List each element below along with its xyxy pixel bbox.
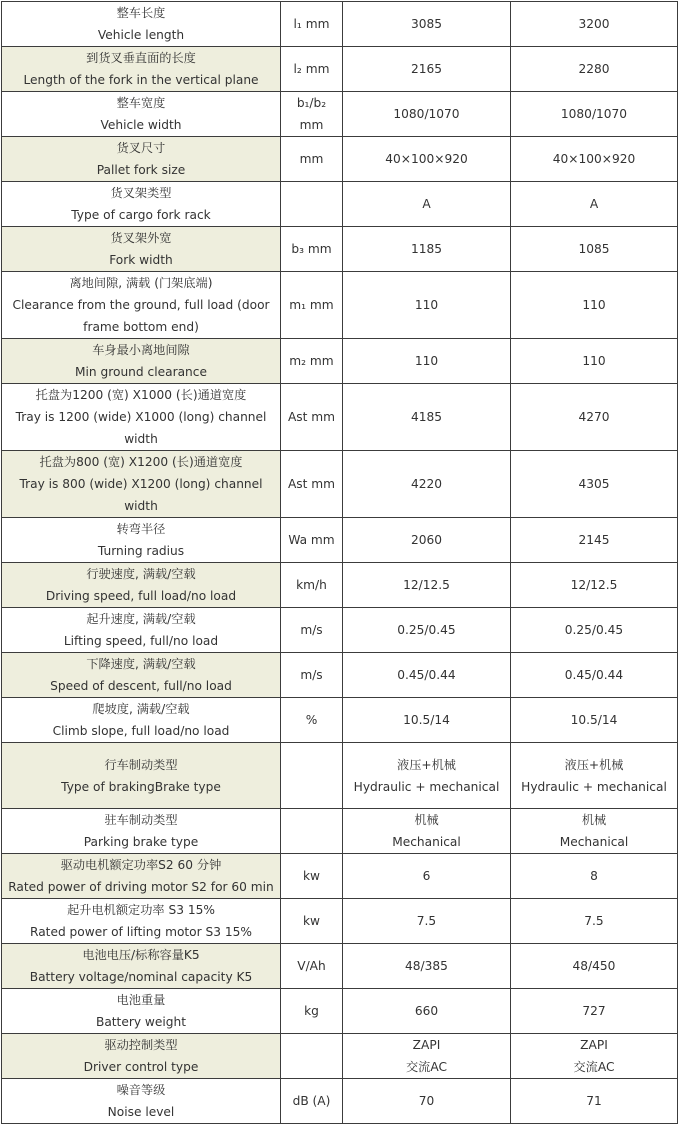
parameter-cell (2, 339, 281, 384)
unit-cell: Ast mm (281, 384, 343, 451)
value-cell-model-2: A (511, 182, 678, 227)
value-cell-model-1: 1080/1070 (343, 92, 511, 137)
value-cell-model-1: 机械 Mechanical (343, 809, 511, 854)
table-row (2, 608, 678, 653)
parameter-cell (2, 899, 281, 944)
parameter-name-zh: 驻车制动类型 (104, 813, 178, 827)
value-cell-model-2: 1080/1070 (511, 92, 678, 137)
parameter-name-zh: 货叉架外宽 (110, 231, 172, 245)
parameter-name-zh: 整车宽度 (116, 96, 166, 110)
parameter-name-en: Lifting speed, full/no load (63, 634, 219, 648)
unit-cell: b₁/b₂ mm (281, 92, 343, 137)
table-row (2, 899, 678, 944)
parameter-cell (2, 743, 281, 809)
parameter-name-en: Battery voltage/nominal capacity K5 (29, 970, 253, 984)
unit-cell: l₂ mm (281, 47, 343, 92)
table-row (2, 989, 678, 1034)
value-cell-model-2: 48/450 (511, 944, 678, 989)
unit-cell (281, 743, 343, 809)
parameter-name-en: Type of brakingBrake type (61, 779, 221, 794)
value-cell-model-2: 4270 (511, 384, 678, 451)
value-cell-model-1: 0.45/0.44 (343, 653, 511, 698)
unit-cell: mm (281, 137, 343, 182)
value-cell-model-1: 2165 (343, 47, 511, 92)
unit-cell: kw (281, 854, 343, 899)
value-cell-model-1: 70 (343, 1079, 511, 1124)
parameter-cell (2, 1034, 281, 1079)
value-cell-model-1: 4185 (343, 384, 511, 451)
value-cell-model-2: ZAPI 交流AC (511, 1034, 678, 1079)
table-row (2, 1079, 678, 1124)
parameter-cell (2, 854, 281, 899)
parameter-name-zh: 托盘为1200 (宽) X1000 (长)通道宽度 (35, 388, 247, 402)
parameter-name-zh: 托盘为800 (宽) X1200 (长)通道宽度 (39, 455, 243, 469)
value-cell-model-2: 10.5/14 (511, 698, 678, 743)
value-cell-model-1: 6 (343, 854, 511, 899)
parameter-name-zh: 噪音等级 (116, 1083, 166, 1097)
parameter-cell (2, 698, 281, 743)
parameter-name-en: Pallet fork size (96, 163, 186, 177)
table-row (2, 743, 678, 809)
parameter-name-zh: 电池电压/标称容量K5 (82, 948, 200, 962)
parameter-cell (2, 227, 281, 272)
table-row (2, 272, 678, 339)
table-row (2, 854, 678, 899)
value-cell-model-1: 4220 (343, 451, 511, 518)
unit-cell: kg (281, 989, 343, 1034)
parameter-name-en: Tray is 1200 (wide) X1000 (long) channel width (15, 410, 267, 446)
parameter-name-en: Noise level (107, 1105, 175, 1119)
unit-cell: Wa mm (281, 518, 343, 563)
value-cell-model-1: 7.5 (343, 899, 511, 944)
parameter-name-zh: 电池重量 (116, 993, 166, 1007)
value-cell-model-2: 7.5 (511, 899, 678, 944)
parameter-name-zh: 行车制动类型 (104, 757, 178, 772)
parameter-name-zh: 行驶速度, 满载/空载 (86, 567, 196, 581)
parameter-name-en: Length of the fork in the vertical plane (23, 73, 259, 87)
value-cell-model-2: 1085 (511, 227, 678, 272)
parameter-cell (2, 944, 281, 989)
parameter-name-en: Vehicle width (100, 118, 182, 132)
parameter-name-en: Turning radius (97, 544, 185, 558)
table-row (2, 92, 678, 137)
parameter-name-en: Parking brake type (83, 835, 199, 849)
unit-cell (281, 182, 343, 227)
value-cell-model-2: 0.45/0.44 (511, 653, 678, 698)
parameter-name-zh: 转弯半径 (116, 522, 166, 536)
unit-cell: dB (A) (281, 1079, 343, 1124)
parameter-name-en: Min ground clearance (75, 365, 207, 379)
parameter-cell (2, 1079, 281, 1124)
value-cell-model-2: 液压+机械 Hydraulic + mechanical (511, 743, 678, 809)
parameter-name-zh: 起升电机额定功率 S3 15% (67, 903, 215, 917)
table-row (2, 809, 678, 854)
parameter-name-en: Driving speed, full load/no load (45, 589, 237, 603)
parameter-name-zh: 爬坡度, 满载/空载 (92, 702, 190, 716)
table-row (2, 698, 678, 743)
value-cell-model-1: 10.5/14 (343, 698, 511, 743)
value-cell-model-2: 40×100×920 (511, 137, 678, 182)
parameter-cell (2, 809, 281, 854)
parameter-cell (2, 137, 281, 182)
parameter-name-zh: 车身最小离地间隙 (92, 343, 190, 357)
value-cell-model-1: 40×100×920 (343, 137, 511, 182)
table-row (2, 339, 678, 384)
spec-table (1, 1, 678, 1124)
value-cell-model-2: 4305 (511, 451, 678, 518)
table-row (2, 137, 678, 182)
unit-cell: m/s (281, 608, 343, 653)
value-cell-model-1: A (343, 182, 511, 227)
value-cell-model-1: 110 (343, 272, 511, 339)
table-row (2, 653, 678, 698)
parameter-name-en: Fork width (109, 253, 173, 267)
value-cell-model-2: 2145 (511, 518, 678, 563)
value-cell-model-1: 1185 (343, 227, 511, 272)
parameter-cell (2, 92, 281, 137)
parameter-cell (2, 182, 281, 227)
parameter-name-zh: 起升速度, 满载/空载 (86, 612, 196, 626)
table-row (2, 2, 678, 47)
unit-cell: b₃ mm (281, 227, 343, 272)
table-row (2, 451, 678, 518)
table-row (2, 563, 678, 608)
parameter-cell (2, 653, 281, 698)
unit-cell (281, 809, 343, 854)
parameter-cell (2, 989, 281, 1034)
value-cell-model-2: 0.25/0.45 (511, 608, 678, 653)
value-cell-model-1: 660 (343, 989, 511, 1034)
parameter-name-en: Driver control type (83, 1060, 199, 1074)
value-cell-model-2: 727 (511, 989, 678, 1034)
value-cell-model-1: 3085 (343, 2, 511, 47)
parameter-name-en: Type of cargo fork rack (71, 208, 211, 222)
unit-cell: Ast mm (281, 451, 343, 518)
value-cell-model-1: 12/12.5 (343, 563, 511, 608)
parameter-name-en: Rated power of driving motor S2 for 60 min (8, 880, 274, 894)
value-cell-model-1: 液压+机械 Hydraulic + mechanical (343, 743, 511, 809)
spec-table-body (2, 2, 678, 1124)
table-row (2, 944, 678, 989)
value-cell-model-1: 0.25/0.45 (343, 608, 511, 653)
table-row (2, 384, 678, 451)
parameter-cell (2, 2, 281, 47)
parameter-cell (2, 451, 281, 518)
parameter-name-zh: 货叉架类型 (110, 186, 172, 200)
value-cell-model-2: 71 (511, 1079, 678, 1124)
parameter-name-zh: 下降速度, 满载/空载 (86, 657, 196, 671)
parameter-cell (2, 272, 281, 339)
parameter-name-en: Speed of descent, full/no load (50, 679, 232, 693)
unit-cell: m/s (281, 653, 343, 698)
parameter-cell (2, 47, 281, 92)
table-row (2, 518, 678, 563)
unit-cell: km/h (281, 563, 343, 608)
value-cell-model-1: 48/385 (343, 944, 511, 989)
value-cell-model-2: 机械 Mechanical (511, 809, 678, 854)
unit-cell: l₁ mm (281, 2, 343, 47)
value-cell-model-2: 3200 (511, 2, 678, 47)
value-cell-model-1: 110 (343, 339, 511, 384)
parameter-name-en: Rated power of lifting motor S3 15% (30, 925, 252, 939)
value-cell-model-2: 8 (511, 854, 678, 899)
parameter-cell (2, 384, 281, 451)
parameter-name-en: Climb slope, full load/no load (52, 724, 230, 738)
parameter-name-zh: 货叉尺寸 (116, 141, 166, 155)
table-row (2, 47, 678, 92)
unit-cell: m₂ mm (281, 339, 343, 384)
unit-cell (281, 1034, 343, 1079)
value-cell-model-1: ZAPI 交流AC (343, 1034, 511, 1079)
table-row (2, 182, 678, 227)
value-cell-model-2: 2280 (511, 47, 678, 92)
unit-cell: m₁ mm (281, 272, 343, 339)
parameter-cell (2, 518, 281, 563)
parameter-cell (2, 608, 281, 653)
parameter-cell (2, 563, 281, 608)
parameter-name-zh: 驱动控制类型 (104, 1038, 178, 1052)
parameter-name-zh: 离地间隙, 满载 (门架底端) (69, 276, 213, 290)
value-cell-model-2: 110 (511, 339, 678, 384)
unit-cell: % (281, 698, 343, 743)
parameter-name-zh: 整车长度 (116, 6, 166, 20)
parameter-name-en: Clearance from the ground, full load (door frame bottom end) (12, 298, 270, 334)
unit-cell: kw (281, 899, 343, 944)
parameter-name-zh: 驱动电机额定功率S2 60 分钟 (60, 858, 222, 872)
parameter-name-zh: 到货叉垂直面的长度 (86, 51, 196, 65)
value-cell-model-1: 2060 (343, 518, 511, 563)
value-cell-model-2: 110 (511, 272, 678, 339)
parameter-name-en: Vehicle length (97, 28, 185, 42)
unit-cell: V/Ah (281, 944, 343, 989)
parameter-name-en: Tray is 800 (wide) X1200 (long) channel width (19, 477, 263, 513)
value-cell-model-2: 12/12.5 (511, 563, 678, 608)
table-row (2, 1034, 678, 1079)
table-row (2, 227, 678, 272)
parameter-name-en: Battery weight (95, 1015, 187, 1029)
